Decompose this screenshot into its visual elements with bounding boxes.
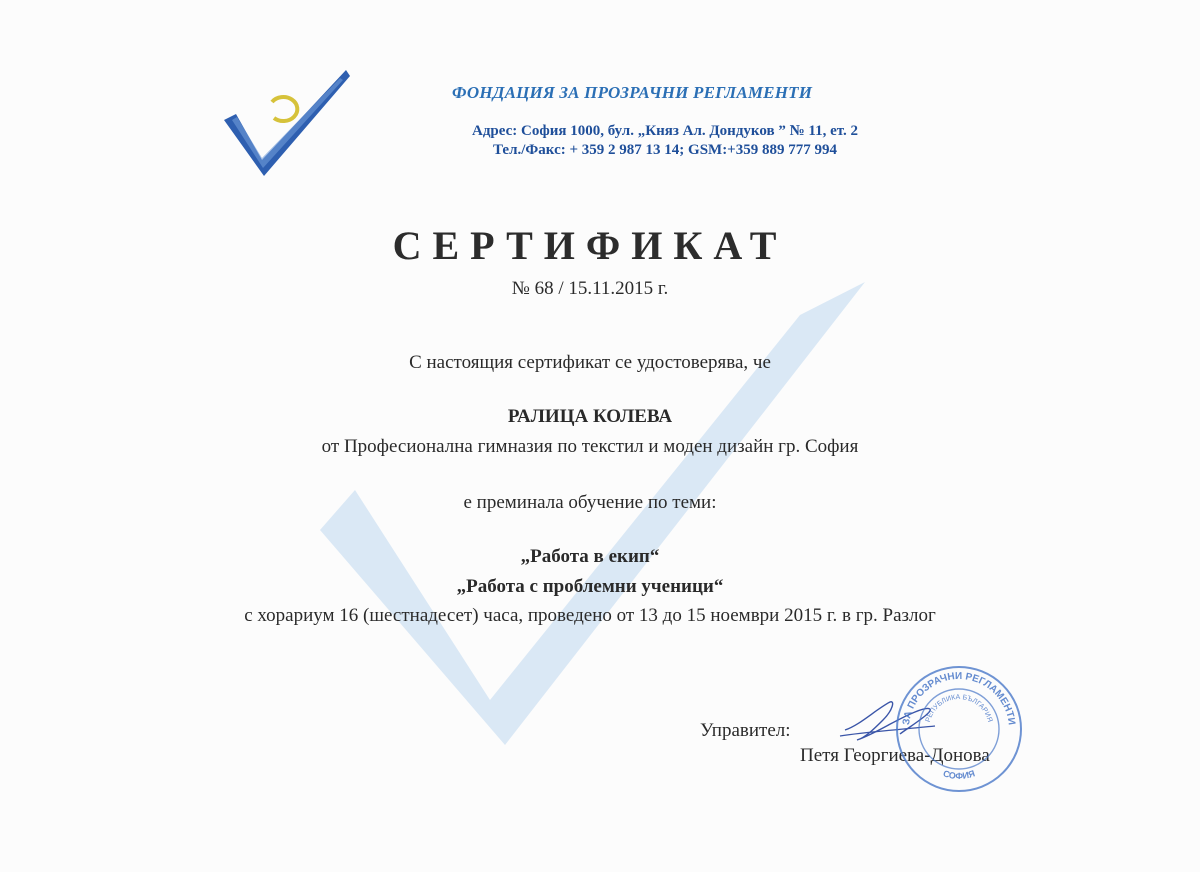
stamp-bottom-text: СОФИЯ <box>941 768 977 782</box>
topic-1: „Работа в екип“ <box>520 546 660 567</box>
certificate-number: № 68 / 15.11.2015 г. <box>511 278 669 299</box>
details-text: с хорариум 16 (шестнадесет) часа, проведено от 13 до 15 ноември 2015 г. в гр. Разлог <box>244 605 936 626</box>
school-text: от Професионална гимназия по текстил и моден дизайн гр. София <box>321 436 859 457</box>
org-name: ФОНДАЦИЯ ЗА ПРОЗРАЧНИ РЕГЛАМЕНТИ <box>452 83 813 102</box>
checkmark-logo-icon <box>222 68 354 178</box>
org-phone: Тел./Факс: + 359 2 987 13 14; GSM:+359 889 777 994 <box>493 142 837 158</box>
org-address: Адрес: София 1000, бул. „Княз Ал. Дондуков ” № 11, ет. 2 <box>472 123 858 139</box>
signature-label: Управител: <box>700 720 791 741</box>
completed-text: е преминала обучение по теми: <box>463 492 717 513</box>
recipient-name: РАЛИЦА КОЛЕВА <box>507 406 673 427</box>
stamp-outer-text: ЗА ПРОЗРАЧНИ РЕГЛАМЕНТИ <box>901 670 1017 726</box>
organization-stamp <box>893 663 1025 795</box>
topic-2: „Работа с проблемни ученици“ <box>456 576 724 597</box>
stamp-inner-text: РЕПУБЛИКА БЪЛГАРИЯ <box>924 693 994 724</box>
intro-text: С настоящия сертификат се удостоверява, че <box>409 352 771 373</box>
svg-text:РЕПУБЛИКА БЪЛГАРИЯ <box>925 694 993 723</box>
signer-name: Петя Георгиева-Донова <box>800 745 990 766</box>
certificate-title: СЕРТИФИКАТ <box>392 223 788 268</box>
svg-text:СОФИЯ <box>942 768 976 781</box>
